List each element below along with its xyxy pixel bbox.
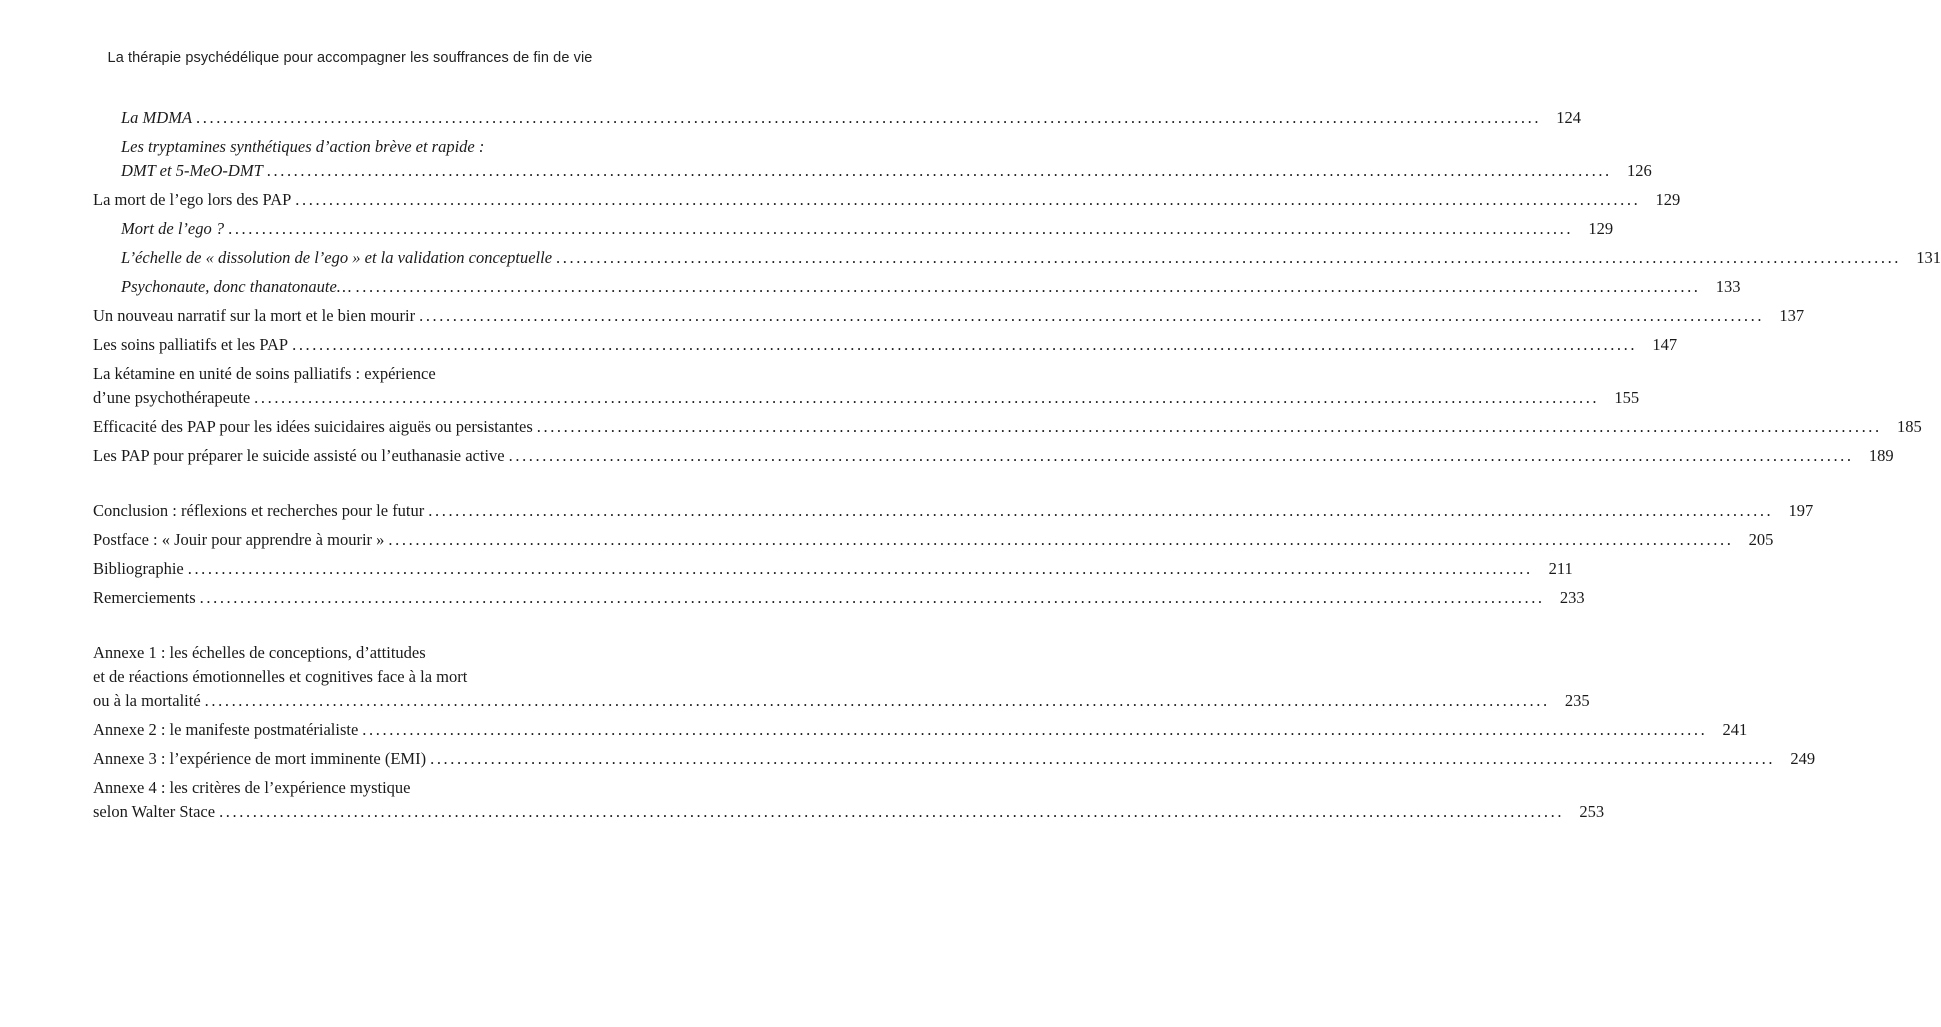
toc-entry-title-line: et de réactions émotionnelles et cognitives face à la mort — [93, 667, 468, 686]
toc-entry — [93, 776, 1605, 824]
toc-section-gap — [93, 615, 608, 641]
toc-page-number: 233 — [1559, 588, 1585, 607]
toc-entry-title-line: Bibliographie — [93, 559, 184, 578]
toc-entry — [93, 362, 1640, 410]
toc-page-number: 241 — [1722, 720, 1748, 739]
toc-page-number: 129 — [1655, 190, 1681, 209]
toc-entry-title-line: d’une psychothérapeute — [93, 388, 251, 407]
toc-page-number: 126 — [1627, 161, 1652, 180]
toc-subentry — [93, 275, 1741, 299]
dot-leader: ........................................................................................................................................................................................................ — [254, 388, 1600, 407]
toc-entry — [93, 415, 1922, 439]
dot-leader: ........................................................................................................................................................................................................ — [362, 720, 1708, 739]
toc-entry-title-line: Conclusion : réflexions et recherches pour le futur — [93, 501, 425, 520]
toc-entry-title-line: Postface : « Jouir pour apprendre à mourir » — [93, 530, 385, 549]
toc-subentry — [93, 217, 1614, 241]
toc-entry-title-line: Mort de l’ego ? — [121, 219, 225, 238]
toc-entry-title-line: Annexe 2 : le manifeste postmatérialiste — [93, 720, 359, 739]
toc-entry-title-line: Les tryptamines synthétiques d’action brève et rapide : — [121, 137, 485, 156]
toc-page-number: 147 — [1652, 335, 1678, 354]
toc-page-number: 131 — [1916, 248, 1941, 267]
dot-leader: ........................................................................................................................................................................................................ — [388, 530, 1734, 549]
toc-page-number: 155 — [1614, 388, 1640, 407]
dot-leader: ........................................................................................................................................................................................................ — [536, 417, 1882, 436]
toc-entry-title-line: Psychonaute, donc thanatonaute… — [121, 277, 352, 296]
toc-entry-title-line: La kétamine en unité de soins palliatifs : expérience — [93, 364, 436, 383]
dot-leader: ........................................................................................................................................................................................................ — [428, 501, 1774, 520]
dot-leader: ........................................................................................................................................................................................................ — [219, 802, 1565, 821]
toc-subentry — [93, 246, 1941, 270]
toc-entry-title-line: Efficacité des PAP pour les idées suicidaires aiguës ou persistantes — [93, 417, 533, 436]
dot-leader: ........................................................................................................................................................................................................ — [187, 559, 1533, 578]
toc-page-number: 197 — [1788, 501, 1814, 520]
toc-entry — [93, 641, 1590, 713]
dot-leader: ........................................................................................................................................................................................................ — [196, 108, 1542, 127]
dot-leader: ........................................................................................................................................................................................................ — [430, 749, 1776, 768]
toc-entry-title-line: Annexe 1 : les échelles de conceptions, d’attitudes — [93, 643, 426, 662]
toc-entry-title-line: Un nouveau narratif sur la mort et le bien mourir — [93, 306, 416, 325]
dot-leader: ........................................................................................................................................................................................................ — [355, 277, 1701, 296]
dot-leader: ........................................................................................................................................................................................................ — [508, 446, 1854, 465]
toc-entry — [93, 444, 1894, 468]
dot-leader: ........................................................................................................................................................................................................ — [556, 248, 1902, 267]
toc-page-number: 133 — [1715, 277, 1741, 296]
toc-page-number: 235 — [1564, 691, 1590, 710]
toc-entry — [93, 499, 1814, 523]
dot-leader: ........................................................................................................................................................................................................ — [204, 691, 1550, 710]
toc-entry — [93, 586, 1585, 610]
toc-entry-title-line: La mort de l’ego lors des PAP — [93, 190, 292, 209]
dot-leader: ........................................................................................................................................................................................................ — [419, 306, 1765, 325]
dot-leader: ........................................................................................................................................................................................................ — [199, 588, 1545, 607]
toc-page-number: 189 — [1868, 446, 1894, 465]
toc-entry-title-line: DMT et 5-MeO-DMT — [121, 161, 263, 180]
toc-page-number: 129 — [1588, 219, 1614, 238]
dot-leader: ........................................................................................................................................................................................................ — [228, 219, 1574, 238]
running-header: La thérapie psychédélique pour accompagner les souffrances de fin de vie — [107, 50, 593, 66]
dot-leader: ........................................................................................................................................................................................................ — [266, 161, 1612, 180]
toc-entry-title-line: Les soins palliatifs et les PAP — [93, 335, 289, 354]
table-of-contents — [93, 106, 1941, 829]
dot-leader: ........................................................................................................................................................................................................ — [292, 335, 1638, 354]
toc-page-number: 137 — [1779, 306, 1805, 325]
toc-page-number: 185 — [1897, 417, 1922, 436]
toc-entry-title-line: Les PAP pour préparer le suicide assisté ou l’euthanasie active — [93, 446, 505, 465]
toc-page-number: 249 — [1790, 749, 1816, 768]
toc-subentry — [93, 135, 1652, 183]
toc-page-number: 205 — [1748, 530, 1774, 549]
toc-entry-title-line: selon Walter Stace — [93, 802, 216, 821]
toc-entry — [93, 188, 1681, 212]
toc-entry — [93, 304, 1805, 328]
toc-page-number: 124 — [1556, 108, 1582, 127]
toc-entry-title-line: La MDMA — [121, 108, 193, 127]
toc-section-gap — [93, 473, 608, 499]
toc-entry-title-line: L’échelle de « dissolution de l’ego » et la validation conceptuelle — [121, 248, 553, 267]
toc-entry — [93, 718, 1748, 742]
toc-entry-title-line: ou à la mortalité — [93, 691, 201, 710]
toc-entry — [93, 528, 1774, 552]
toc-subentry — [93, 106, 1582, 130]
dot-leader: ........................................................................................................................................................................................................ — [295, 190, 1641, 209]
toc-entry — [93, 557, 1573, 581]
toc-page-number: 211 — [1548, 559, 1573, 578]
toc-entry — [93, 747, 1816, 771]
toc-entry-title-line: Annexe 3 : l’expérience de mort imminente (EMI) — [93, 749, 427, 768]
toc-page-number: 253 — [1579, 802, 1605, 821]
toc-entry-title-line: Annexe 4 : les critères de l’expérience mystique — [93, 778, 411, 797]
toc-entry — [93, 333, 1678, 357]
toc-entry-title-line: Remerciements — [93, 588, 196, 607]
